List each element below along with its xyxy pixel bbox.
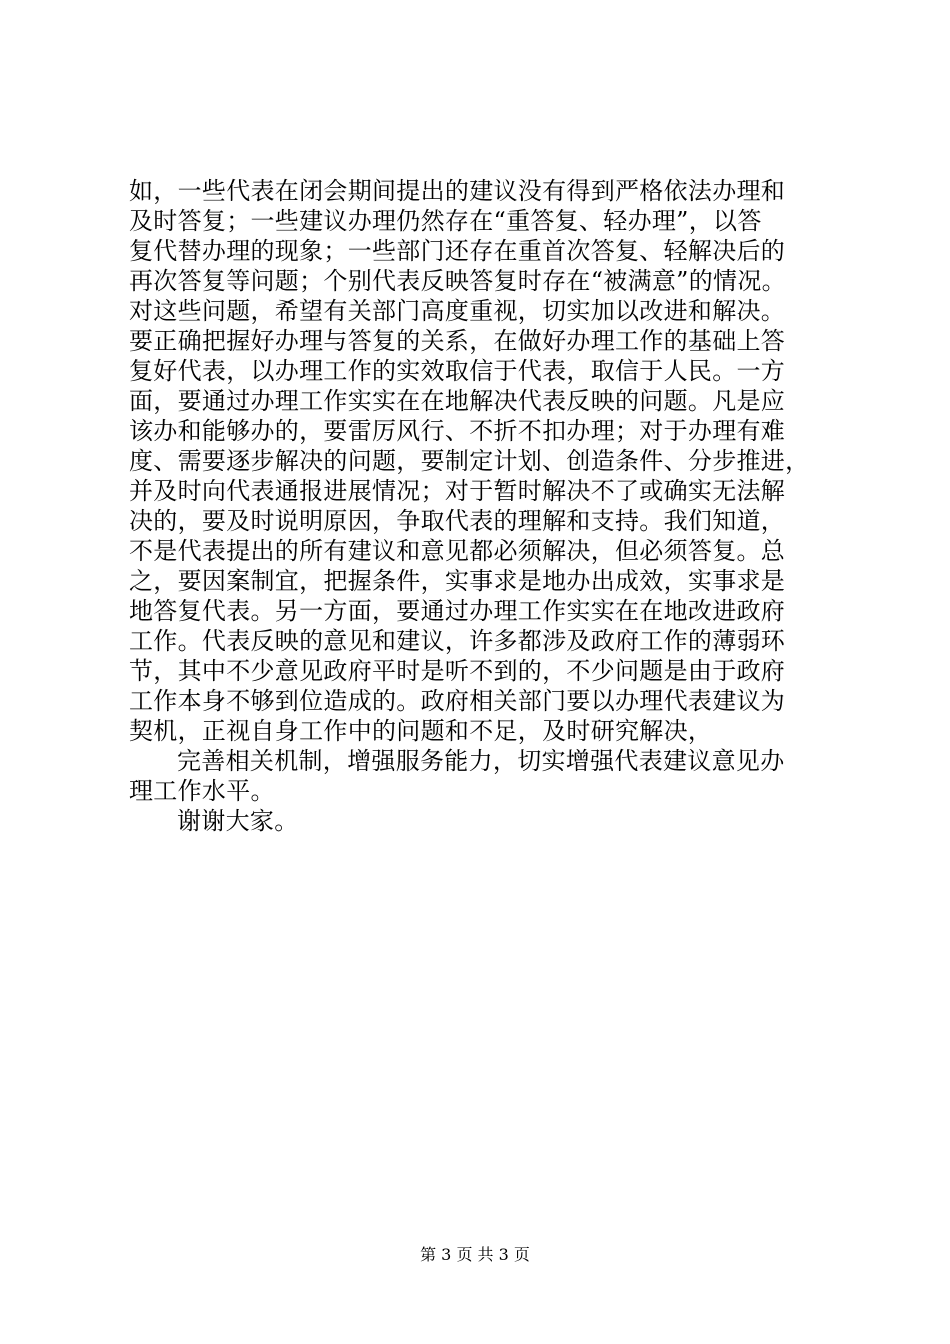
text-line: 地答复代表。另一方面，要通过办理工作实实在在地改进政府 [129, 597, 786, 625]
text-line: 面，要通过办理工作实实在在地解决代表反映的问题。凡是应 [129, 387, 786, 415]
text-line: 工作。代表反映的意见和建议，许多都涉及政府工作的薄弱环 [129, 627, 786, 655]
text-line: 如，一些代表在闭会期间提出的建议没有得到严格依法办理和 [129, 177, 786, 205]
text-line: 理工作水平。 [129, 777, 275, 805]
text-line: 不是代表提出的所有建议和意见都必须解决，但必须答复。总 [129, 537, 786, 565]
text-line: 该办和能够办的，要雷厉风行、不折不扣办理；对于办理有难 [129, 417, 786, 445]
text-line: 复好代表，以办理工作的实效取信于代表，取信于人民。一方 [129, 357, 786, 385]
text-line: 契机，正视自身工作中的问题和不足，及时研究解决， [129, 717, 713, 745]
text-line: 再次答复等问题；个别代表反映答复时存在“被满意”的情况。 [129, 267, 786, 295]
text-line: 复代替办理的现象；一些部门还存在重首次答复、轻解决后的 [129, 237, 786, 265]
text-line: 对这些问题，希望有关部门高度重视，切实加以改进和解决。 [129, 297, 786, 325]
text-line: 工作本身不够到位造成的。政府相关部门要以办理代表建议为 [129, 687, 786, 715]
paragraph-first-line: 完善相关机制，增强服务能力，切实增强代表建议意见办 [177, 747, 785, 775]
text-line: 度、需要逐步解决的问题，要制定计划、创造条件、分步推进， [129, 447, 810, 475]
text-line: 节，其中不少意见政府平时是听不到的，不少问题是由于政府 [129, 657, 786, 685]
text-line: 及时答复；一些建议办理仍然存在“重答复、轻办理”，以答 [129, 207, 762, 235]
text-line: 要正确把握好办理与答复的关系，在做好办理工作的基础上答 [129, 327, 786, 355]
body-text [129, 176, 859, 836]
text-line: 之，要因案制宜，把握条件，实事求是地办出成效，实事求是 [129, 567, 786, 595]
text-line: 并及时向代表通报进展情况；对于暂时解决不了或确实无法解 [129, 477, 786, 505]
text-line: 决的，要及时说明原因，争取代表的理解和支持。我们知道， [129, 507, 786, 535]
page-footer: 第 3 页 共 3 页 [420, 1245, 530, 1264]
closing-remark: 谢谢大家。 [177, 807, 299, 835]
